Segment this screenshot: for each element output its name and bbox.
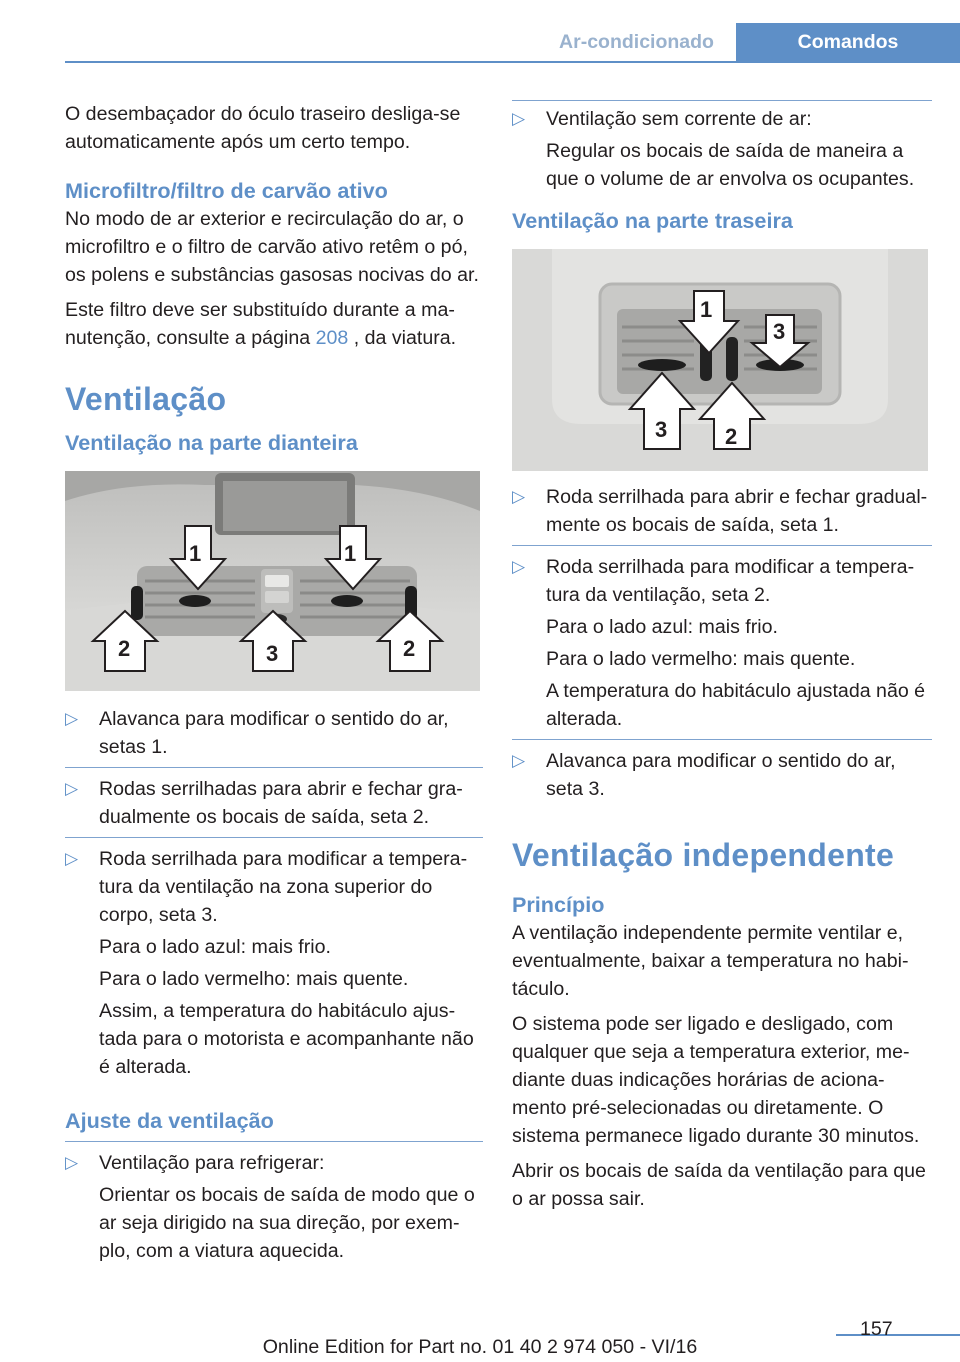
rear-label-1: 1 [700, 297, 713, 322]
front-item-2 [65, 775, 483, 831]
triangle-right-icon: ▷ [65, 1153, 79, 1172]
filter-paragraph-2 [65, 296, 483, 352]
header-rule [65, 61, 960, 63]
front-item-3-red: Para o lado vermelho: mais quente. [99, 968, 409, 990]
triangle-right-icon: ▷ [65, 849, 79, 868]
adjust-item-text: Orientar os bocais de saída de modo que o ar seja dirigido na sua direção, por exem-plo, com a viatura aquecida. [99, 1184, 475, 1262]
rear-heading: Ventilação na parte traseira [512, 208, 793, 233]
front-heading: Ventilação na parte dianteira [65, 430, 358, 455]
front-label-3: 3 [266, 641, 279, 666]
rear-item-2-red: Para o lado vermelho: mais quente. [546, 648, 856, 670]
triangle-right-icon: ▷ [65, 779, 79, 798]
header-section: Ar-condicionado [559, 31, 714, 53]
front-ventilation-figure [65, 471, 480, 691]
front-item-3-blue: Para o lado azul: mais frio. [99, 936, 331, 958]
principle-paragraph-1: A ventilação independente permite ventilar e, eventualmente, baixar a temperatura no habi-táculo. [512, 922, 909, 1000]
divider [65, 767, 483, 768]
adjust-item-title: Ventilação para refrigerar: [99, 1152, 325, 1174]
divider [512, 739, 932, 740]
triangle-right-icon: ▷ [65, 709, 79, 728]
ventilation-title: Ventilação [65, 381, 227, 417]
triangle-right-icon: ▷ [512, 487, 526, 506]
right-top-item [512, 105, 932, 193]
triangle-right-icon: ▷ [512, 109, 526, 128]
rear-label-3b: 3 [655, 417, 668, 442]
left-column [65, 100, 483, 1269]
rear-item-2-blue: Para o lado azul: mais frio. [546, 616, 778, 638]
edition-note: Online Edition for Part no. 01 40 2 974 050 - VI/16 [262, 1336, 698, 1358]
divider [65, 837, 483, 838]
filter-heading: Microfiltro/filtro de carvão ativo [65, 178, 388, 203]
independent-ventilation-title: Ventilação independente [512, 837, 895, 873]
page-header [537, 23, 960, 62]
front-item-1-text: Alavanca para modificar o sentido do ar, setas 1. [99, 708, 449, 758]
right-top-item-text: Regular os bocais de saída de maneira a que o volume de ar envolva os ocupantes. [546, 140, 915, 190]
filter-text-a: Este filtro deve ser substituído durante a ma-nutenção, consulte a página [65, 299, 455, 349]
rear-item-2-note: A temperatura do habitáculo ajustada não é alterada. [546, 680, 926, 730]
front-item-1 [65, 705, 483, 761]
front-label-2a: 2 [118, 636, 131, 661]
rear-item-1 [512, 483, 932, 539]
adjust-heading: Ajuste da ventilação [65, 1108, 274, 1133]
intro-paragraph: O desembaçador do óculo traseiro desliga-se automaticamente após um certo tempo. [65, 103, 461, 153]
adjust-item [65, 1149, 483, 1265]
header-chapter-tab: Comandos [736, 23, 960, 62]
front-label-1b: 1 [344, 541, 357, 566]
principle-paragraph-3: Abrir os bocais de saída da ventilação para que o ar possa sair. [512, 1160, 926, 1210]
principle-heading: Princípio [512, 892, 605, 917]
rear-ventilation-figure [512, 249, 928, 471]
rear-item-2 [512, 553, 932, 733]
divider [512, 100, 932, 101]
filter-text-b: , da viatura. [348, 327, 457, 349]
triangle-right-icon: ▷ [512, 557, 526, 576]
front-label-1a: 1 [189, 541, 202, 566]
divider [65, 1141, 483, 1142]
divider [512, 545, 932, 546]
right-top-item-title: Ventilação sem corrente de ar: [546, 108, 812, 130]
rear-item-2-text: Roda serrilhada para modificar a tempera-tura da ventilação, seta 2. [546, 556, 915, 606]
rear-console-illustration [512, 249, 928, 471]
filter-paragraph-1: No modo de ar exterior e recirculação do ar, o microfiltro e o filtro de carvão ativo retêm o pó, os polens e substâncias gasosas nocivas do ar. [65, 208, 479, 286]
rear-item-1-text: Roda serrilhada para abrir e fechar gradual-mente os bocais de saída, seta 1. [546, 486, 928, 536]
principle-paragraph-2: O sistema pode ser ligado e desligado, com qualquer que seja a temperatura exterior, me-diante duas indicações horárias de aciona-mento pré-selecionadas ou diretamente. O sistema permanece ligado durante 30 minutos. [512, 1013, 920, 1147]
page-number: 157 [860, 1318, 893, 1340]
rear-label-3a: 3 [773, 319, 786, 344]
front-item-3-text: Roda serrilhada para modificar a tempera-tura da ventilação na zona superior do corpo, seta 3. [99, 848, 468, 926]
right-column [512, 100, 932, 1220]
rear-item-3 [512, 747, 932, 803]
front-item-2-text: Rodas serrilhadas para abrir e fechar gra-dualmente os bocais de saída, seta 2. [99, 778, 463, 828]
rear-label-2: 2 [725, 424, 738, 449]
front-item-3-note: Assim, a temperatura do habitáculo ajus-tada para o motorista e acompanhante não é alterada. [99, 1000, 474, 1078]
front-label-2b: 2 [403, 636, 416, 661]
rear-item-3-text: Alavanca para modificar o sentido do ar, seta 3. [546, 750, 896, 800]
front-item-3 [65, 845, 483, 1081]
page-link-208[interactable]: 208 [315, 327, 349, 349]
triangle-right-icon: ▷ [512, 751, 526, 770]
